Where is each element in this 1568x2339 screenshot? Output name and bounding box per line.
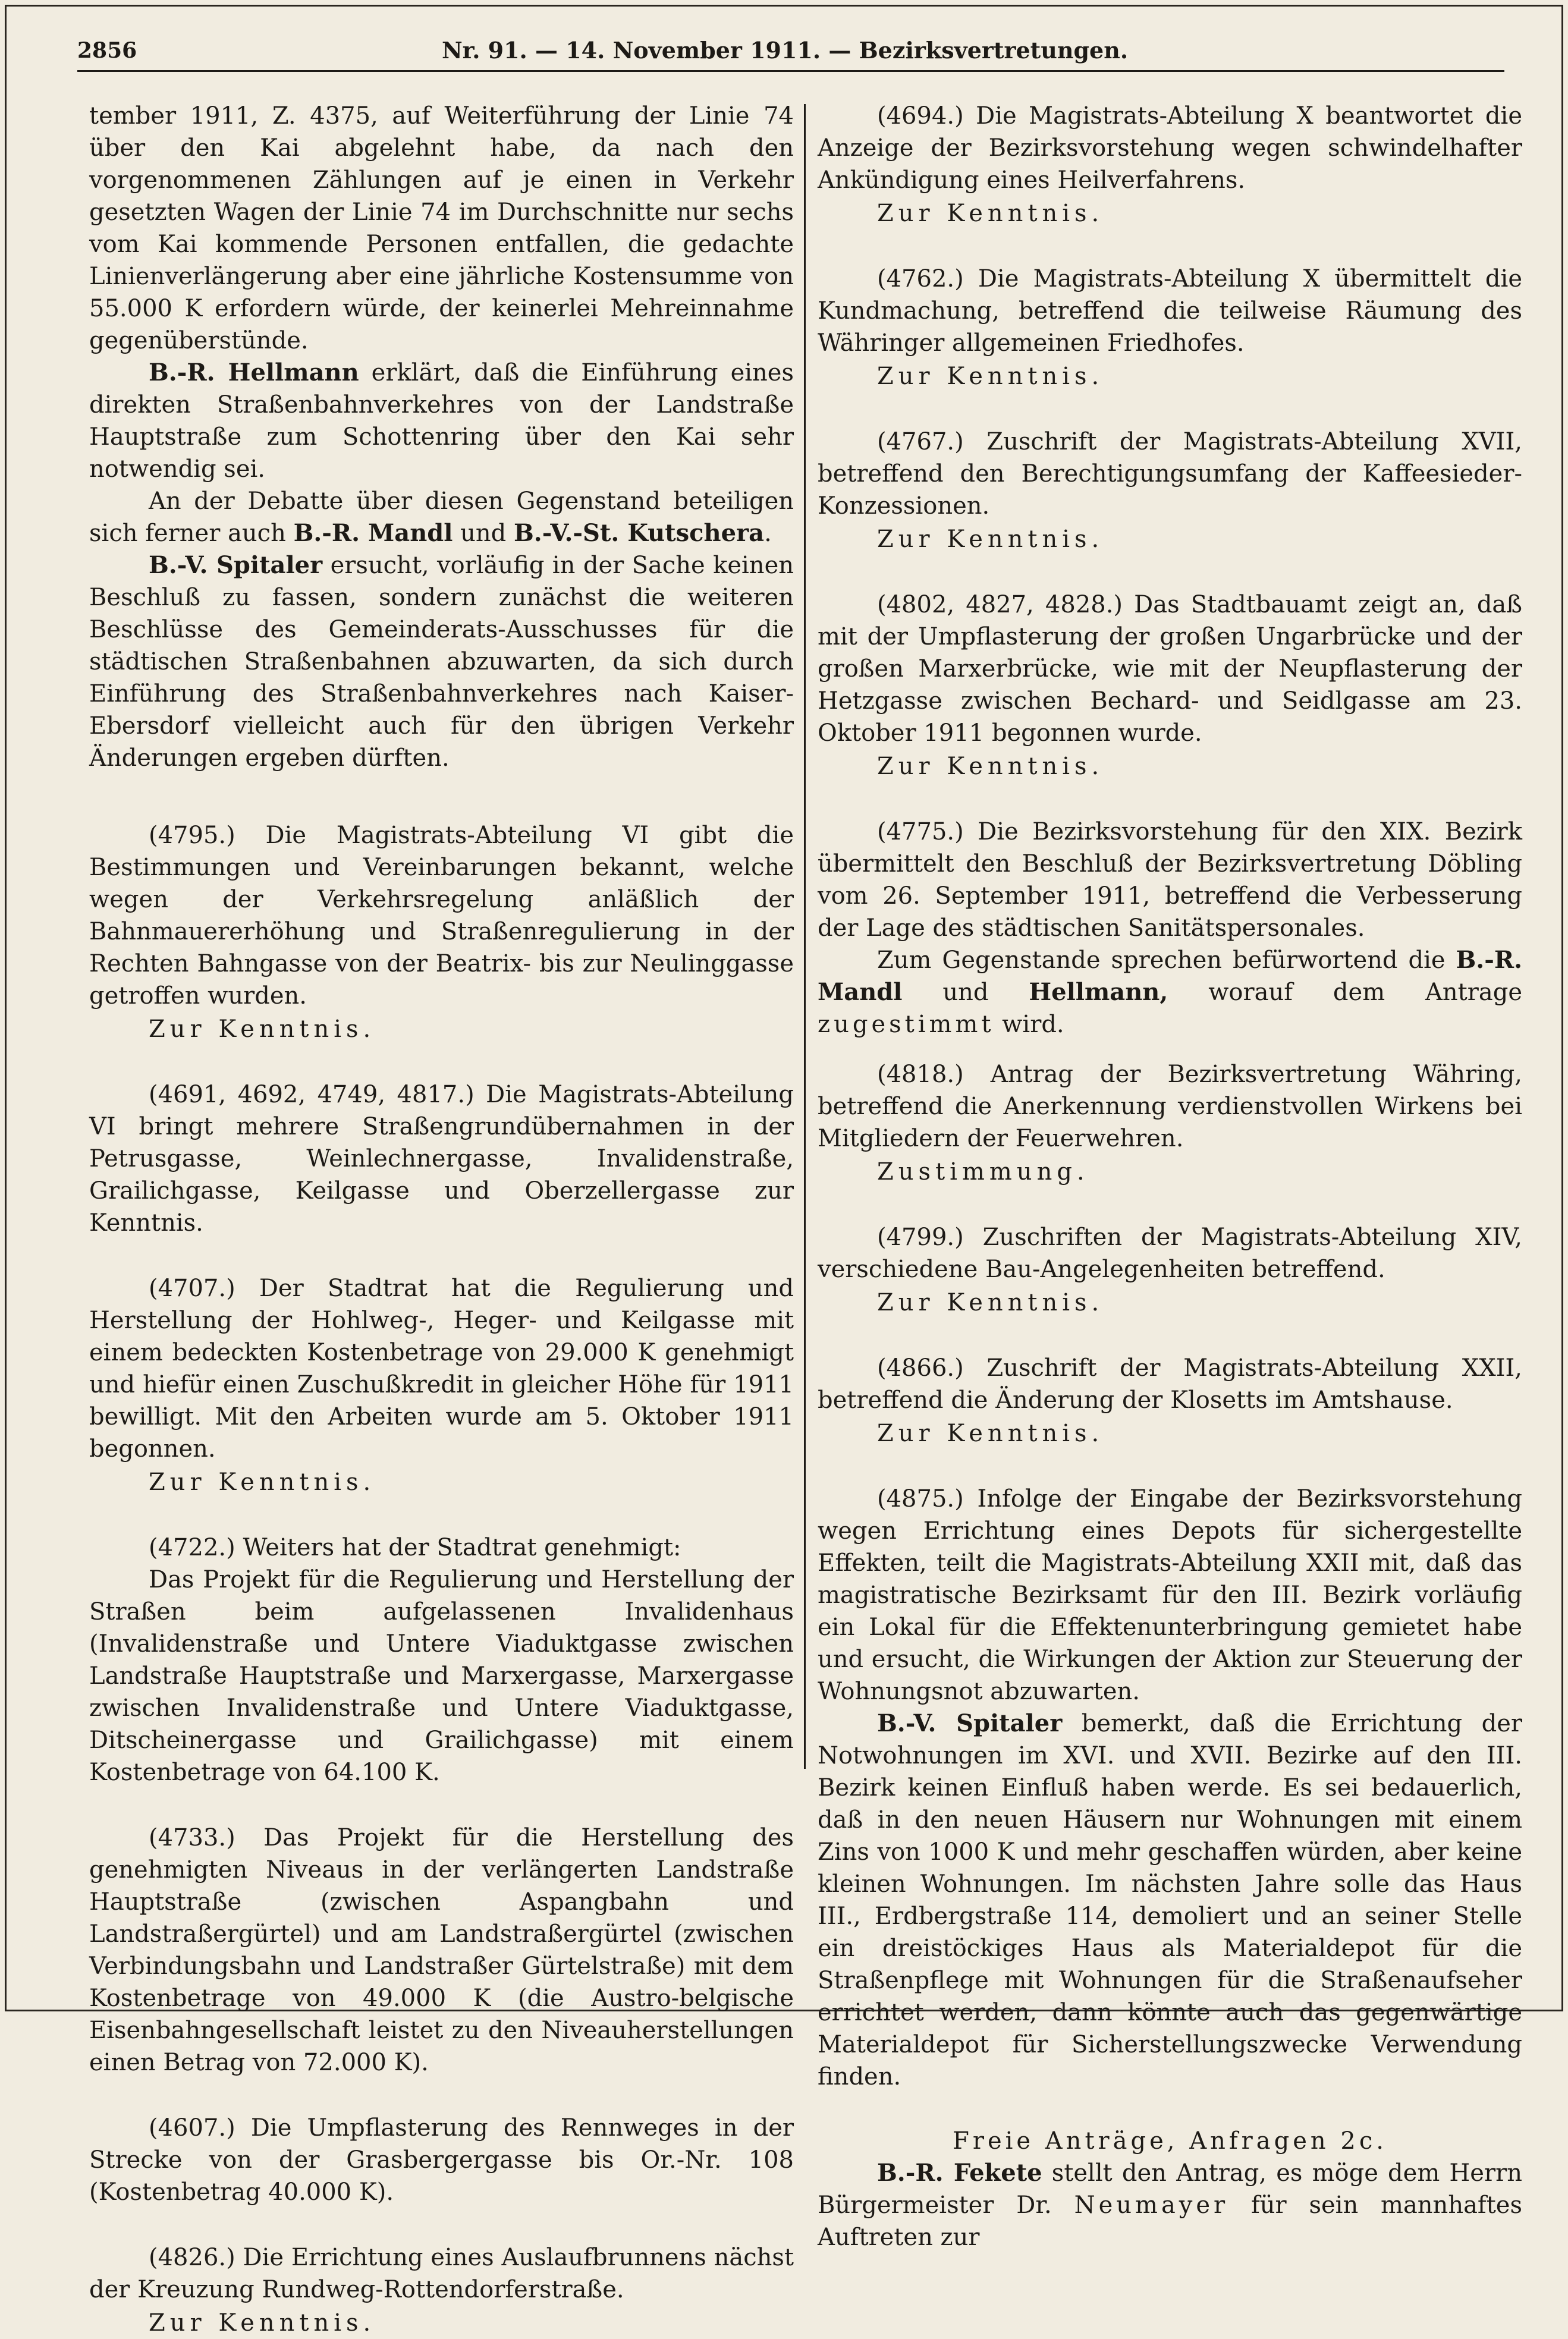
paragraph-text: bemerkt, daß die Errichtung der Notwohnungen im XVI. und XVII. Bezirke auf den III. Bezirk keinen Einfluß haben werde. Es sei bedauerlich, daß in den neuen Häusern nur Wohnungen mit einem Zins von 1000 K und mehr geschaffen würden, aber keine kleinen Wohnungen. Im nächsten Jahre solle das Haus III., Erdbergstraße 114, demoliert und an seiner Stelle ein dreistöckiges Haus als Materialdepot für die Straßenpflege mit Wohnungen für die Straßenaufseher errichtet werden, dann könnte auch das gegenwärtige Materialdepot für Sicherstellungszwecke Verwendung finden.: [818, 1710, 1523, 2090]
resolution: Zur Kenntnis.: [877, 200, 1104, 227]
paragraph-text: und: [902, 979, 1029, 1006]
right-column: [818, 100, 1522, 2253]
spaced-text: zugestimmt: [818, 1011, 995, 1038]
page-number: 2856: [77, 38, 137, 63]
resolution: Zur Kenntnis.: [149, 1016, 376, 1043]
paragraph: [89, 357, 794, 485]
paragraph-text: für sein mannhaftes Auftreten zur: [818, 2192, 1523, 2251]
resolution: Zur Kenntnis.: [877, 1289, 1104, 1316]
paragraph-text: und: [453, 520, 514, 547]
paragraph-text: erklärt, daß die Einführung eines direkten Straßenbahnverkehres von der Landstraße Hauptstraße zum Schottenring über den Kai sehr notwendig sei.: [89, 359, 794, 483]
speaker-name: B.-V. Spitaler: [149, 551, 323, 579]
agenda-item: [818, 816, 1522, 1040]
running-title: Nr. 91. — 14. November 1911. — Bezirksvertretungen.: [441, 37, 1129, 64]
paragraph-text: ersucht, vorläufig in der Sache keinen Beschluß zu fassen, sondern zunächst die weiteren Beschlüsse des Gemeinderats-Ausschusses für die städtischen Straßenbahnen abzuwarten, da sich durch Einführung des Straßenbahnverkehres nach Kaiser-Ebersdorf vielleicht auch für den übrigen Verkehr Änderungen ergeben dürften.: [89, 552, 794, 772]
agenda-item: [89, 1822, 794, 2079]
speaker-name: B.-R. Mandl: [293, 519, 453, 547]
agenda-item: [89, 2112, 794, 2208]
paragraph: (4866.) Zuschrift der Magistrats-Abteilung XXII, betreffend die Änderung der Klosetts im Amtshause.: [818, 1354, 1522, 1414]
agenda-item: [818, 1221, 1522, 1319]
speaker-name: B.-V.-St. Kutschera: [514, 519, 765, 547]
paragraph: (4775.) Die Bezirksvorstehung für den XIX. Bezirk übermittelt den Beschluß der Bezirksvertretung Döbling vom 26. September 1911, betreffend die Verbesserung der Lage des städtischen Sanitätspersonales.: [818, 818, 1522, 942]
paragraph-text: An der Debatte über diesen Gegenstand beteiligen sich ferner auch: [89, 488, 794, 547]
paragraph: (4826.) Die Errichtung eines Auslaufbrunnens nächst der Kreuzung Rundweg-Rottendorferstraße.: [89, 2244, 794, 2303]
paragraph: (4875.) Infolge der Eingabe der Bezirksvorstehung wegen Errichtung eines Depots für sichergestellte Effekten, teilt die Magistrats-Abteilung XXII mit, daß das magistratische Bezirksamt für den III. Bezirk vorläufig ein Lokal für die Effektenunterbringung gemietet habe und ersucht, die Wirkungen der Aktion zur Steuerung der Wohnungsnot abzuwarten.: [818, 1485, 1522, 1705]
agenda-item: [818, 263, 1522, 392]
speaker-name: Hellmann,: [1029, 978, 1168, 1006]
paragraph: (4707.) Der Stadtrat hat die Regulierung und Herstellung der Hohlweg-, Heger- und Keilgasse mit einem bedeckten Kostenbetrage von 29.000 K genehmigt und hiefür einen Zuschußkredit in gleicher Höhe für 1911 bewilligt. Mit den Arbeiten wurde am 5. Oktober 1911 begonnen.: [89, 1275, 794, 1463]
paragraph: Das Projekt für die Regulierung und Herstellung der Straßen beim aufgelassenen Invalidenhaus (Invalidenstraße und Untere Viaduktgasse zwischen Landstraße Hauptstraße und Marxergasse, Marxergasse zwischen Invalidenstraße und Untere Viaduktgasse, Ditscheinergasse und Grailichgasse) mit einem Kostenbetrage von 64.100 K.: [89, 1566, 794, 1786]
spaced-text: Neumayer: [1074, 2192, 1229, 2219]
speaker-name: B.-R. Fekete: [877, 2159, 1042, 2187]
agenda-item: [818, 1058, 1522, 1188]
page-header: [65, 31, 1504, 73]
paragraph-text: worauf dem Antrage: [1168, 979, 1522, 1006]
paragraph: (4694.) Die Magistrats-Abteilung X beantwortet die Anzeige der Bezirksvorstehung wegen schwindelhafter Ankündigung eines Heilverfahrens.: [818, 102, 1522, 194]
agenda-item: [818, 1483, 1522, 2093]
paragraph: (4733.) Das Projekt für die Herstellung des genehmigten Niveaus in der verlängerten Landstraße Hauptstraße (zwischen Aspangbahn und Landstraßergürtel) und am Landstraßergürtel (zwischen Verbindungsbahn und Landstraßer Gürtelstraße) mit dem Kostenbetrage von 49.000 K (die Austro-belgische Eisenbahngesellschaft leistet zu den Niveauherstellungen einen Betrag von 72.000 K).: [89, 1824, 794, 2076]
agenda-item: [89, 1272, 794, 1498]
paragraph-text: wird.: [994, 1011, 1064, 1038]
resolution: Zur Kenntnis.: [877, 363, 1104, 390]
paragraph-text: .: [764, 520, 772, 547]
paragraph: (4691, 4692, 4749, 4817.) Die Magistrats-Abteilung VI bringt mehrere Straßengrundübernahmen in der Petrusgasse, Weinlechnergasse, Invalidenstraße, Grailichgasse, Keilgasse und Oberzellergasse zur Kenntnis.: [89, 1081, 794, 1237]
speaker-name: B.-R. Hellmann: [149, 359, 359, 386]
header-rule: [77, 70, 1504, 72]
speaker-name: B.-R. Mandl: [818, 946, 1522, 1006]
agenda-item: [89, 1532, 794, 1788]
agenda-item: [89, 1079, 794, 1239]
paragraph: (4802, 4827, 4828.) Das Stadtbauamt zeigt an, daß mit der Umpflasterung der großen Ungarbrücke und der großen Marxerbrücke, wie mit der Neupflasterung der Hetzgasse zwischen Bechard- und Seidlgasse am 23. Oktober 1911 begonnen wurde.: [818, 591, 1522, 747]
agenda-item: [818, 100, 1522, 230]
speaker-name: B.-V. Spitaler: [877, 1709, 1063, 1737]
left-column: [89, 100, 794, 2339]
page: [65, 0, 1523, 2337]
paragraph-text: Zum Gegenstande sprechen befürwortend die: [877, 947, 1456, 974]
agenda-item: [818, 426, 1522, 555]
paragraph: [818, 2157, 1522, 2253]
paragraph: (4799.) Zuschriften der Magistrats-Abteilung XIV, verschiedene Bau-Angelegenheiten betreffend.: [818, 1224, 1522, 1283]
paragraph: (4722.) Weiters hat der Stadtrat genehmigt:: [149, 1534, 681, 1561]
resolution: Zur Kenntnis.: [149, 2309, 376, 2337]
resolution: Zur Kenntnis.: [877, 1420, 1104, 1447]
paragraph-text: stellt den Antrag, es möge dem Herrn Bürgermeister Dr.: [818, 2159, 1522, 2219]
resolution: Zur Kenntnis.: [149, 1469, 376, 1496]
paragraph: (4818.) Antrag der Bezirksvertretung Währing, betreffend die Anerkennung verdienstvollen Wirkens bei Mitgliedern der Feuerwehren.: [818, 1061, 1522, 1152]
agenda-item: [89, 819, 794, 1045]
paragraph: [818, 944, 1522, 1040]
paragraph: (4762.) Die Magistrats-Abteilung X übermittelt die Kundmachung, betreffend die teilweise Räumung des Währinger allgemeinen Friedhofes.: [818, 265, 1522, 357]
agenda-item: [818, 589, 1522, 782]
resolution: Zur Kenntnis.: [877, 526, 1104, 553]
column-divider: [804, 104, 806, 1769]
agenda-item: [818, 1352, 1522, 1450]
resolution: Zur Kenntnis.: [877, 753, 1104, 780]
section-heading: Freie Anträge, Anfragen 2c.: [953, 2127, 1387, 2155]
paragraph: [818, 1708, 1522, 2093]
agenda-item: [89, 2241, 794, 2339]
paragraph: [89, 549, 794, 774]
resolution: Zustimmung.: [877, 1158, 1089, 1186]
paragraph: (4795.) Die Magistrats-Abteilung VI gibt die Bestimmungen und Vereinbarungen bekannt, welche wegen der Verkehrsregelung anläßlich der Bahnmauererhöhung und Straßenregulierung in der Rechten Bahngasse von der Beatrix- bis zur Neulinggasse getroffen wurden.: [89, 822, 794, 1010]
paragraph: [89, 485, 794, 549]
paragraph: (4607.) Die Umpflasterung des Rennweges in der Strecke von der Grasbergergasse bis Or.-Nr. 108 (Kostenbetrag 40.000 K).: [89, 2114, 794, 2206]
paragraph: (4767.) Zuschrift der Magistrats-Abteilung XVII, betreffend den Berechtigungsumfang der Kaffeesieder-Konzessionen.: [818, 428, 1522, 520]
paragraph: tember 1911, Z. 4375, auf Weiterführung der Linie 74 über den Kai abgelehnt habe, da nach den vorgenommenen Zählungen auf je einen in Verkehr gesetzten Wagen der Linie 74 im Durchschnitte nur sechs vom Kai kommende Personen entfallen, die gedachte Linienverlängerung aber eine jährliche Kostensumme von 55.000 K erfordern würde, der keinerlei Mehreinnahme gegenüberstünde.: [89, 102, 794, 354]
